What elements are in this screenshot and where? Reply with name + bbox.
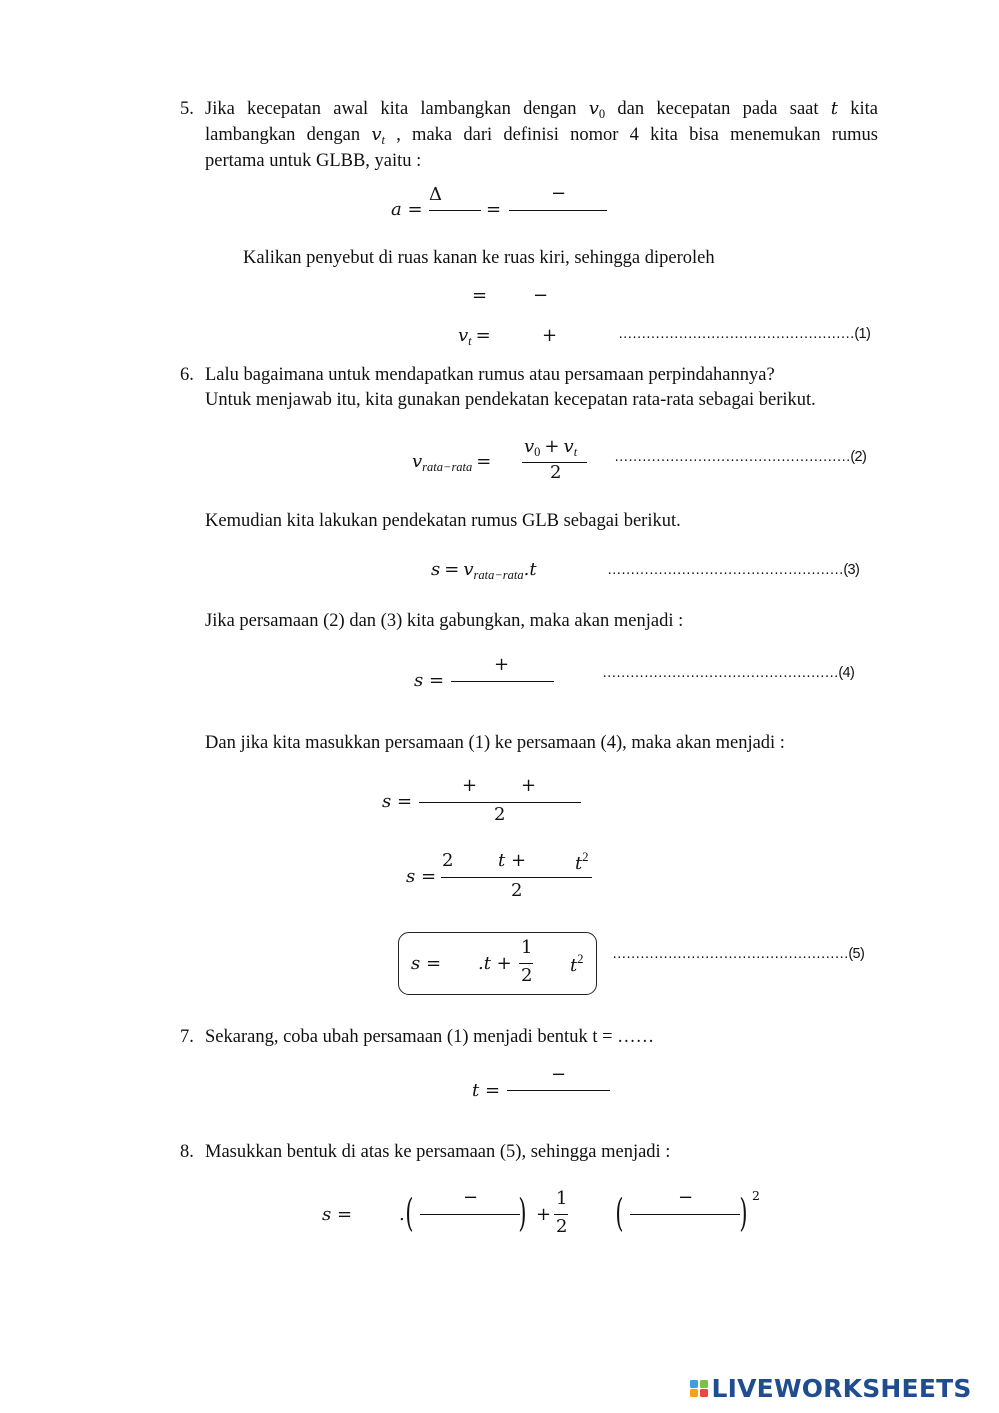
eq-s2-two: 2 bbox=[442, 850, 454, 871]
eq-b-equals: = bbox=[472, 285, 488, 306]
item-5-line-2: lambangkan dengan $v_t$ , maka dari definisi nomor 4 kita bisa menemukan rumus bbox=[205, 124, 878, 147]
eq-2-lhs: $v_{rata-rata}$ = bbox=[412, 451, 492, 474]
item-5-number: 5. bbox=[180, 99, 194, 119]
eq-5-t-squared: $t^2$ bbox=[570, 952, 584, 976]
eq-s1-plus-1: + bbox=[462, 775, 478, 796]
dotted-leader: ……………………………………………(2) bbox=[614, 449, 867, 465]
item-5-paragraph bbox=[205, 96, 878, 174]
right-paren: ) bbox=[518, 1191, 527, 1235]
eq-8-minus-2: − bbox=[678, 1187, 694, 1208]
item-5-line-3: pertama untuk GLBB, yaitu : bbox=[205, 151, 422, 171]
fraction-bar bbox=[507, 1090, 610, 1091]
logo-square bbox=[690, 1380, 698, 1388]
eq-7-lhs: t = bbox=[472, 1080, 501, 1101]
eq-a-delta: Δ bbox=[429, 184, 442, 205]
item-8-text: Masukkan bentuk di atas ke persamaan (5), sehingga menjadi : bbox=[205, 1142, 671, 1162]
eq-5-half-numerator: 1 bbox=[521, 937, 533, 958]
eq-8-lhs: s = bbox=[322, 1204, 353, 1225]
right-paren: ) bbox=[739, 1191, 748, 1235]
left-paren: ( bbox=[405, 1191, 414, 1235]
eq-s1-denominator: 2 bbox=[494, 804, 506, 825]
eq-8-half-denominator: 2 bbox=[556, 1216, 568, 1237]
eq-8-plus: + bbox=[536, 1204, 552, 1225]
dotted-leader: ……………………………………………(4) bbox=[602, 665, 855, 681]
dotted-leader: ……………………………………………(1) bbox=[618, 326, 871, 342]
eq-c-vt: $v_t$ = bbox=[458, 325, 491, 348]
item-6-number: 6. bbox=[180, 365, 194, 385]
kalikan-text: Kalikan penyebut di ruas kanan ke ruas kiri, sehingga diperoleh bbox=[243, 248, 715, 268]
eq-4-plus: + bbox=[494, 654, 510, 675]
eq-7-minus: − bbox=[551, 1064, 567, 1085]
liveworksheets-logo bbox=[690, 1374, 972, 1403]
masuk-text: Dan jika kita masukkan persamaan (1) ke persamaan (4), maka akan menjadi : bbox=[205, 733, 785, 753]
glb-text: Kemudian kita lakukan pendekatan rumus GLB sebagai berikut. bbox=[205, 511, 681, 531]
fraction-bar bbox=[630, 1214, 740, 1215]
item-5-line-1: Jika kecepatan awal kita lambangkan dengan $v_0$ dan kecepatan pada saat t kita bbox=[205, 98, 878, 121]
dotted-leader: ……………………………………………(5) bbox=[612, 946, 865, 962]
eq-s2-t-plus: t + bbox=[498, 850, 527, 871]
eq-a-minus: − bbox=[551, 183, 567, 204]
eq-s2-t-squared: $t^2$ bbox=[575, 850, 589, 874]
item-6-line-1: Lalu bagaimana untuk mendapatkan rumus atau persamaan perpindahannya? bbox=[205, 365, 775, 385]
fraction-bar bbox=[429, 210, 481, 211]
logo-square bbox=[690, 1389, 698, 1397]
eq-8-half-numerator: 1 bbox=[556, 1188, 568, 1209]
eq-8-dot: . bbox=[399, 1204, 405, 1225]
logo-grid-icon bbox=[690, 1380, 708, 1398]
eq-2-denominator: 2 bbox=[550, 462, 562, 483]
item-8-number: 8. bbox=[180, 1142, 194, 1162]
eq-5-half-denominator: 2 bbox=[521, 965, 533, 986]
eq-b-minus: − bbox=[533, 285, 549, 306]
eq-8-exponent: 2 bbox=[752, 1188, 760, 1203]
eq-5-lhs: s = bbox=[411, 953, 442, 974]
item-6-line-2: Untuk menjawab itu, kita gunakan pendekatan kecepatan rata-rata sebagai berikut. bbox=[205, 390, 816, 410]
eq-a-lhs: a = bbox=[391, 199, 423, 220]
eq-s1-plus-2: + bbox=[521, 775, 537, 796]
eq-3: $s = v_{rata-rata}.t$ bbox=[431, 559, 537, 582]
eq-5-dot-t-plus: .t + bbox=[478, 953, 512, 974]
fraction-bar bbox=[420, 1214, 520, 1215]
item-7-number: 7. bbox=[180, 1027, 194, 1047]
item-7-text: Sekarang, coba ubah persamaan (1) menjadi bentuk t = …… bbox=[205, 1027, 655, 1047]
eq-s2-denominator: 2 bbox=[511, 880, 523, 901]
fraction-bar bbox=[509, 210, 607, 211]
eq-a-equals: = bbox=[486, 199, 502, 220]
eq-s1-lhs: s = bbox=[382, 791, 413, 812]
logo-square bbox=[700, 1380, 708, 1388]
gabung-text: Jika persamaan (2) dan (3) kita gabungkan, maka akan menjadi : bbox=[205, 611, 684, 631]
dotted-leader: ……………………………………………(3) bbox=[607, 562, 860, 578]
fraction-bar bbox=[451, 681, 554, 682]
fraction-bar bbox=[441, 877, 592, 878]
logo-text: LIVEWORKSHEETS bbox=[711, 1374, 972, 1403]
eq-s2-lhs: s = bbox=[406, 866, 437, 887]
left-paren: ( bbox=[615, 1191, 624, 1235]
eq-c-plus: + bbox=[542, 325, 558, 346]
eq-4-lhs: s = bbox=[414, 670, 445, 691]
eq-8-minus-1: − bbox=[463, 1187, 479, 1208]
logo-square bbox=[700, 1389, 708, 1397]
eq-2-numerator: $v_0 + v_t$ bbox=[524, 436, 578, 459]
